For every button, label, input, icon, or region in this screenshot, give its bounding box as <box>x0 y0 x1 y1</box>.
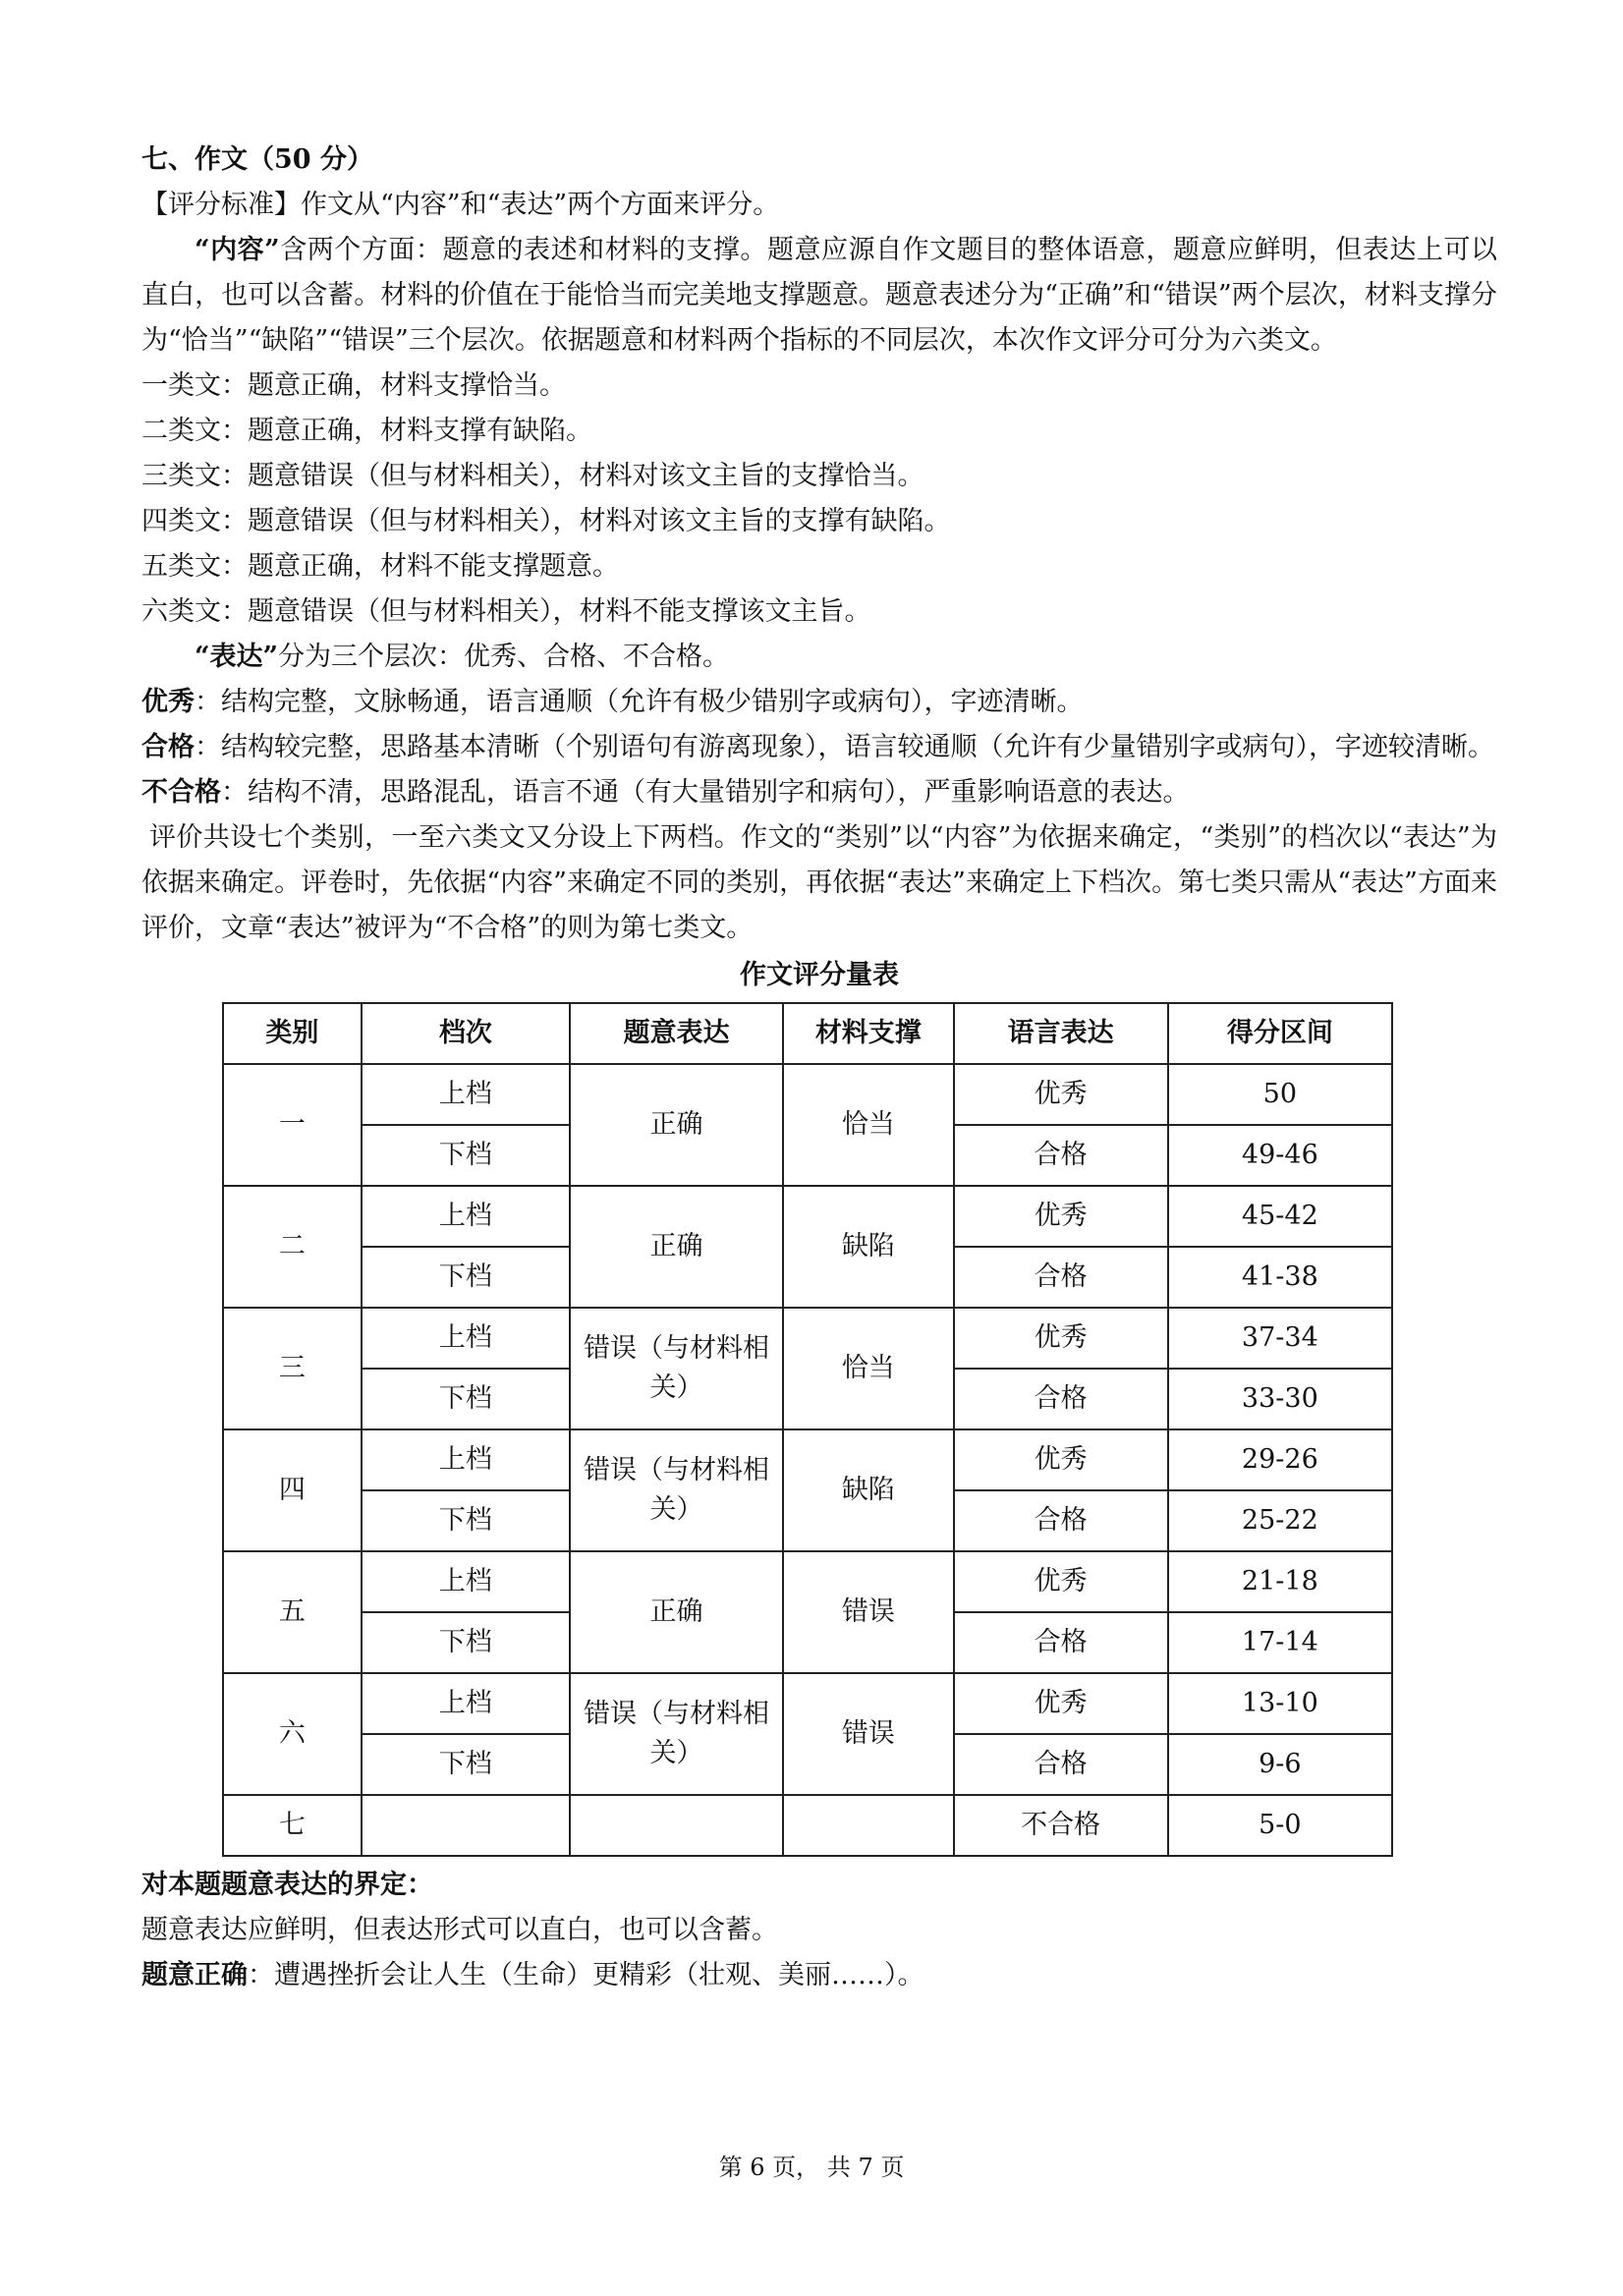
material-cell: 错误 <box>783 1551 954 1673</box>
criteria-text: 作文从“内容”和“表达”两个方面来评分。 <box>301 190 780 220</box>
level-pass <box>141 725 1497 770</box>
level-text: ：结构完整，文脉畅通，语言通顺（允许有极少错别字或病句），字迹清晰。 <box>195 687 1084 717</box>
tier-cell: 上档 <box>362 1186 570 1247</box>
tier-cell: 上档 <box>362 1673 570 1734</box>
section-title: 七、作文（50 分） <box>141 144 373 175</box>
category-item: 二类文：题意正确，材料支撑有缺陷。 <box>141 416 592 446</box>
score-cell: 17-14 <box>1168 1612 1392 1673</box>
theme-cell: 正确 <box>570 1064 783 1186</box>
score-cell: 49-46 <box>1168 1125 1392 1186</box>
tier-cell: 下档 <box>362 1612 570 1673</box>
score-table <box>222 1002 1393 1857</box>
tier-cell: 下档 <box>362 1125 570 1186</box>
language-cell: 优秀 <box>954 1064 1168 1125</box>
category-item: 三类文：题意错误（但与材料相关），材料对该文主旨的支撑恰当。 <box>141 461 924 491</box>
header-cell: 语言表达 <box>954 1003 1168 1064</box>
definition-correct-text: ：遭遇挫折会让人生（生命）更精彩（壮观、美丽……）。 <box>248 1960 924 1990</box>
material-cell <box>783 1795 954 1856</box>
level-excellent <box>141 680 1497 725</box>
category-cell: 四 <box>223 1429 362 1551</box>
table-row <box>223 1064 1392 1125</box>
table-row <box>223 1795 1392 1856</box>
definition-title: 对本题题意表达的界定： <box>141 1870 433 1900</box>
category-cell: 二 <box>223 1186 362 1308</box>
level-fail <box>141 770 1497 815</box>
language-cell: 优秀 <box>954 1551 1168 1612</box>
table-header-row <box>223 1003 1392 1064</box>
table-row <box>223 1551 1392 1612</box>
header-cell: 题意表达 <box>570 1003 783 1064</box>
tier-cell: 下档 <box>362 1369 570 1429</box>
content-lead: “内容” <box>195 235 280 265</box>
expression-paragraph <box>141 635 1497 680</box>
language-cell: 合格 <box>954 1612 1168 1673</box>
level-label: 不合格 <box>141 777 221 808</box>
criteria-line <box>141 183 1497 228</box>
material-cell: 恰当 <box>783 1064 954 1186</box>
category-cell: 五 <box>223 1551 362 1673</box>
score-cell: 33-30 <box>1168 1369 1392 1429</box>
definition-correct-label: 题意正确 <box>141 1960 248 1990</box>
score-cell: 25-22 <box>1168 1490 1392 1551</box>
language-cell: 合格 <box>954 1490 1168 1551</box>
score-cell: 9-6 <box>1168 1734 1392 1795</box>
score-cell: 21-18 <box>1168 1551 1392 1612</box>
criteria-prefix: 【评分标准】 <box>141 190 301 220</box>
language-cell: 优秀 <box>954 1673 1168 1734</box>
category-item: 五类文：题意正确，材料不能支撑题意。 <box>141 551 619 582</box>
language-cell: 合格 <box>954 1125 1168 1186</box>
category-item: 六类文：题意错误（但与材料相关），材料不能支撑该文主旨。 <box>141 596 871 627</box>
category-item: 一类文：题意正确，材料支撑恰当。 <box>141 370 566 401</box>
tier-cell: 上档 <box>362 1551 570 1612</box>
score-cell: 41-38 <box>1168 1247 1392 1308</box>
header-cell: 得分区间 <box>1168 1003 1392 1064</box>
tier-cell: 上档 <box>362 1064 570 1125</box>
score-cell: 50 <box>1168 1064 1392 1125</box>
tier-cell: 下档 <box>362 1247 570 1308</box>
tier-cell <box>362 1795 570 1856</box>
category-list <box>141 364 1497 635</box>
language-cell: 不合格 <box>954 1795 1168 1856</box>
level-text: ：结构较完整，思路基本清晰（个别语句有游离现象），语言较通顺（允许有少量错别字或病句），字迹较清晰。 <box>195 732 1494 762</box>
theme-cell: 错误（与材料相关） <box>570 1308 783 1429</box>
category-item: 四类文：题意错误（但与材料相关），材料对该文主旨的支撑有缺陷。 <box>141 506 951 536</box>
content-text: 含两个方面：题意的表述和材料的支撑。题意应源自作文题目的整体语意，题意应鲜明，但表达上可以直白，也可以含蓄。材料的价值在于能恰当而完美地支撑题意。题意表述分为“正确”和“错误”两个层次，材料支撑分为“恰当”“缺陷”“错误”三个层次。依据题意和材料两个指标的不同层次，本次作文评分可分为六类文。 <box>141 235 1498 356</box>
table-row <box>223 1308 1392 1369</box>
score-cell: 29-26 <box>1168 1429 1392 1490</box>
material-cell: 错误 <box>783 1673 954 1795</box>
language-cell: 优秀 <box>954 1186 1168 1247</box>
score-cell: 45-42 <box>1168 1186 1392 1247</box>
theme-cell: 错误（与材料相关） <box>570 1429 783 1551</box>
evaluation-paragraph: 评价共设七个类别，一至六类文又分设上下两档。作文的“类别”以“内容”为依据来确定，“类别”的档次以“表达”为依据来确定。评卷时，先依据“内容”来确定不同的类别，再依据“表达”来确定上下档次。第七类只需从“表达”方面来评价，文章“表达”被评为“不合格”的则为第七类文。 <box>141 822 1497 943</box>
tier-cell: 下档 <box>362 1734 570 1795</box>
material-cell: 缺陷 <box>783 1186 954 1308</box>
expression-text: 分为三个层次：优秀、合格、不合格。 <box>278 642 730 672</box>
level-label: 合格 <box>141 732 195 762</box>
language-cell: 合格 <box>954 1247 1168 1308</box>
score-cell: 37-34 <box>1168 1308 1392 1369</box>
material-cell: 缺陷 <box>783 1429 954 1551</box>
theme-cell: 错误（与材料相关） <box>570 1673 783 1795</box>
document-page <box>141 138 1497 1998</box>
material-cell: 恰当 <box>783 1308 954 1429</box>
language-cell: 合格 <box>954 1369 1168 1429</box>
page-number: 第 6 页， 共 7 页 <box>718 2154 905 2181</box>
category-cell: 一 <box>223 1064 362 1186</box>
level-label: 优秀 <box>141 687 195 717</box>
level-text: ：结构不清，思路混乱，语言不通（有大量错别字和病句），严重影响语意的表达。 <box>221 777 1190 808</box>
definition-correct <box>141 1953 1497 1998</box>
table-title: 作文评分量表 <box>740 960 899 990</box>
theme-cell <box>570 1795 783 1856</box>
category-cell: 七 <box>223 1795 362 1856</box>
tier-cell: 下档 <box>362 1490 570 1551</box>
header-cell: 类别 <box>223 1003 362 1064</box>
theme-cell: 正确 <box>570 1551 783 1673</box>
definition-line: 题意表达应鲜明，但表达形式可以直白，也可以含蓄。 <box>141 1915 778 1945</box>
category-cell: 三 <box>223 1308 362 1429</box>
score-cell: 13-10 <box>1168 1673 1392 1734</box>
expression-lead: “表达” <box>195 642 279 672</box>
table-row <box>223 1429 1392 1490</box>
language-cell: 优秀 <box>954 1429 1168 1490</box>
table-row <box>223 1673 1392 1734</box>
language-cell: 优秀 <box>954 1308 1168 1369</box>
content-paragraph <box>141 228 1497 364</box>
table-row <box>223 1186 1392 1247</box>
theme-cell: 正确 <box>570 1186 783 1308</box>
language-cell: 合格 <box>954 1734 1168 1795</box>
header-cell: 档次 <box>362 1003 570 1064</box>
category-cell: 六 <box>223 1673 362 1795</box>
header-cell: 材料支撑 <box>783 1003 954 1064</box>
tier-cell: 上档 <box>362 1429 570 1490</box>
tier-cell: 上档 <box>362 1308 570 1369</box>
score-cell: 5-0 <box>1168 1795 1392 1856</box>
